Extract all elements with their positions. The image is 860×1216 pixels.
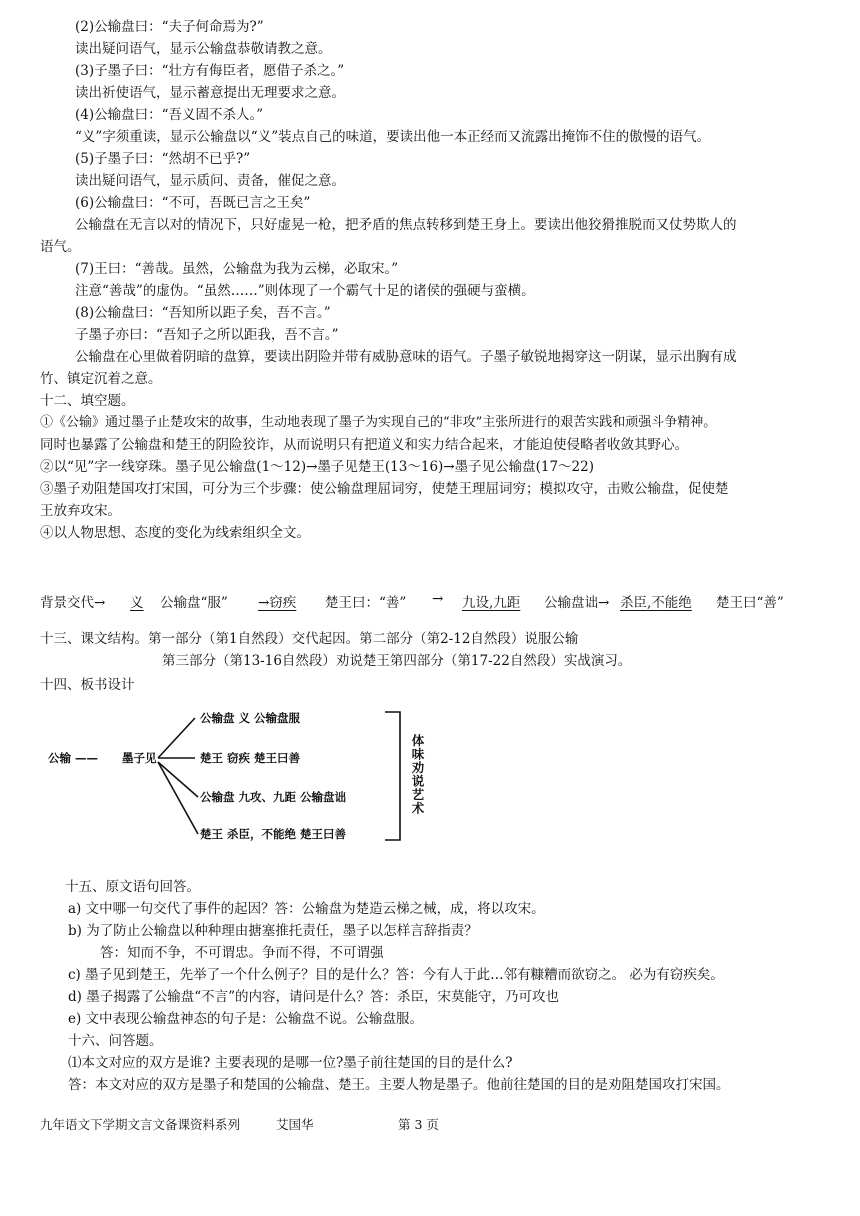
text-line: 竹、镇定沉着之意。 — [40, 371, 162, 387]
flow-part: 楚王曰：“善” — [325, 595, 407, 611]
text-line: ④以人物思想、态度的变化为线索组织全文。 — [40, 525, 310, 541]
board-left: 公输 —— — [48, 751, 99, 765]
text-line: (8)公输盘曰：“吾知所以距子矣，吾不言。” — [75, 305, 331, 321]
flow-part: 楚王曰“善” — [716, 595, 784, 611]
section-heading: 十二、填空题。 — [40, 393, 135, 409]
flow-part: 背景交代→ — [40, 595, 106, 611]
text-line: 读出疑问语气，显示质问、责备，催促之意。 — [75, 173, 345, 189]
structure-line: 第三部分（第13-16自然段）劝说楚王第四部分（第17-22自然段）实战演习。 — [162, 653, 632, 669]
board-side-label: 体味劝说艺术 — [410, 734, 425, 815]
text-line: (2)公输盘曰：“夫子何命焉为?” — [75, 19, 264, 35]
text-line: ①《公输》通过墨子止楚攻宋的故事，生动地表现了墨子为实现自己的“非攻”主张所进行的艰苦实践和顽强斗争精神。 — [40, 415, 717, 430]
qa-line: 答：知而不争，不可谓忠。争而不得，不可谓强 — [100, 945, 384, 961]
text-line: 读出祈使语气，显示蓄意提出无理要求之意。 — [75, 85, 345, 101]
section-heading: 十五、原文语句回答。 — [65, 879, 200, 895]
flow-part: 杀臣,不能绝 — [620, 595, 692, 611]
text-line: ③墨子劝阻楚国攻打宋国，可分为三个步骤：使公输盘理屈词穷，使楚王理屈词穷；模拟攻守，击败公输盘，促使楚 — [40, 481, 729, 497]
board-row: 楚王 窃疾 楚王曰善 — [200, 751, 301, 765]
flow-part: → — [432, 591, 444, 607]
text-line: 王放弃攻宋。 — [40, 503, 121, 519]
text-line: 公输盘在心里做着阴暗的盘算，要读出阴险并带有威胁意味的语气。子墨子敏锐地揭穿这一阴谋，显示出胸有成 — [75, 349, 737, 365]
board-diagram — [40, 700, 460, 870]
text-line: (3)子墨子曰：“壮方有侮臣者，愿借子杀之。” — [75, 63, 345, 79]
text-line: ②以“见”字一线穿珠。墨子见公输盘(1～12)→墨子见楚王(13～16)→墨子见公输盘(17～22) — [40, 459, 595, 475]
text-line: (5)子墨子曰：“然胡不已乎?” — [75, 151, 251, 167]
structure-line: 十三、课文结构。第一部分（第1自然段）交代起因。第二部分（第2-12自然段）说服公输 — [40, 631, 579, 647]
qa-line: b) 为了防止公输盘以种种理由搪塞推托责任，墨子以怎样言辞指责？ — [68, 923, 478, 939]
text-line: 子墨子亦曰：“吾知子之所以距我，吾不言。” — [75, 327, 339, 343]
flow-part: →窃疾 — [258, 595, 297, 611]
text-line: (6)公输盘曰：“不可，吾既已言之王矣” — [75, 195, 311, 211]
text-line: 读出疑问语气，显示公输盘恭敬请教之意。 — [75, 41, 332, 57]
text-line: (4)公输盘曰：“吾义固不杀人。” — [75, 107, 264, 123]
text-line: 注意“善哉”的虚伪。“虽然……”则体现了一个霸气十足的诸侯的强硬与蛮横。 — [75, 283, 535, 299]
footer-series: 九年语文下学期文言文备课资料系列 — [40, 1117, 241, 1132]
footer-author: 艾国华 — [276, 1117, 314, 1132]
flow-part: 公输盘诎→ — [544, 595, 610, 611]
qa-line: a) 文中哪一句交代了事件的起因？答：公输盘为楚造云梯之械，成，将以攻宋。 — [68, 901, 545, 917]
text-line: 公输盘在无言以对的情况下，只好虚晃一枪，把矛盾的焦点转移到楚王身上。要读出他狡猾推脱而又仗势欺人的 — [75, 217, 737, 233]
flow-part: 公输盘“服” — [160, 595, 228, 611]
flow-part: 义 — [130, 595, 144, 611]
qa-line: e) 文中表现公输盘神态的句子是：公输盘不说。公输盘服。 — [68, 1011, 424, 1027]
text-line: “义”字须重读，显示公输盘以“义”装点自己的味道，要读出他一本正经而又流露出掩饰不住的傲慢的语气。 — [75, 129, 711, 145]
qa-line: ⑴本文对应的双方是谁? 主要表现的是哪一位?墨子前往楚国的目的是什么? — [68, 1055, 513, 1071]
board-hub: 墨子见 — [122, 751, 157, 765]
section-heading: 十四、板书设计 — [40, 677, 135, 693]
text-line: 同时也暴露了公输盘和楚王的阴险狡诈，从而说明只有把道义和实力结合起来，才能迫使侵略者收敛其野心。 — [40, 437, 688, 453]
board-row: 楚王 杀臣，不能绝 楚王曰善 — [200, 827, 347, 841]
text-line: 语气。 — [40, 239, 81, 255]
section-heading: 十六、问答题。 — [68, 1033, 163, 1049]
qa-line: 答：本文对应的双方是墨子和楚国的公输盘、楚王。主要人物是墨子。他前往楚国的目的是劝阻楚国攻打宋国。 — [68, 1077, 730, 1093]
footer-page: 第 3 页 — [398, 1117, 439, 1132]
board-row: 公输盘 九攻、九距 公输盘诎 — [200, 790, 347, 804]
flow-line — [40, 591, 820, 615]
qa-line: d) 墨子揭露了公输盘“不言”的内容，请问是什么？答：杀臣，宋莫能守，乃可攻也 — [68, 989, 560, 1005]
flow-part: 九设,九距 — [462, 595, 521, 611]
text-line: (7)王曰：“善哉。虽然，公输盘为我为云梯，必取宋。” — [75, 261, 399, 277]
board-row: 公输盘 义 公输盘服 — [200, 711, 301, 725]
qa-line: c) 墨子见到楚王，先举了一个什么例子？目的是什么？答：今有人于此…邻有糠糟而欲窃之。 必为有窃疾矣。 — [68, 967, 724, 983]
